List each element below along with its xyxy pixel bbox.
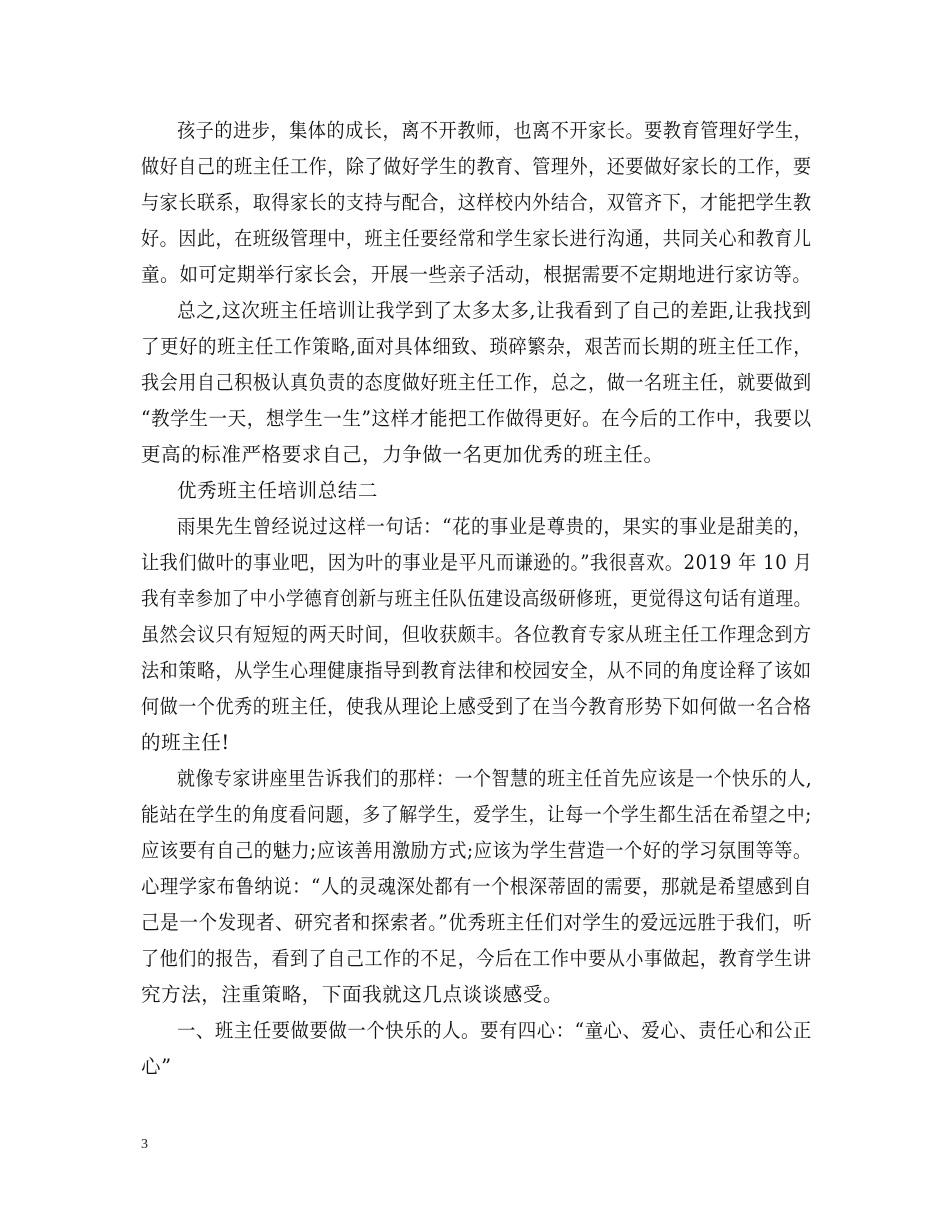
- text-line: 能站在学生的角度看问题，多了解学生，爱学生，让每一个学生都生活在希望之中;: [141, 803, 812, 826]
- text-line: 孩子的进步，集体的成长，离不开教师，也离不开家长。要教育管理好学生，: [177, 119, 813, 142]
- text-line: 我会用自己积极认真负责的态度做好班主任工作，总之，做一名班主任，就要做到: [141, 371, 812, 394]
- text-line: 让我们做叶的事业吧，因为叶的事业是平凡而谦逊的。”我很喜欢。2019 年 10 月: [141, 551, 813, 574]
- text-line: 应该要有自己的魅力;应该善用激励方式;应该为学生营造一个好的学习氛围等等。: [141, 839, 812, 862]
- text-line: 了更好的班主任工作策略,面对具体细致、琐碎繁杂，艰苦而长期的班主任工作，: [141, 335, 813, 358]
- text-line: 更高的标准严格要求自己，力争做一名更加优秀的班主任。: [141, 443, 664, 466]
- text-line: 何做一个优秀的班主任，使我从理论上感受到了在当今教育形势下如何做一名合格: [141, 695, 812, 718]
- text-line: 心”: [141, 1055, 172, 1078]
- text-line: 了他们的报告，看到了自己工作的不足，今后在工作中要从小事做起，教育学生讲: [141, 947, 812, 970]
- text-line: 究方法，注重策略，下面我就这几点谈谈感受。: [141, 983, 564, 1006]
- text-line: 好。因此，在班级管理中，班主任要经常和学生家长进行沟通，共同关心和教育儿: [141, 227, 812, 250]
- text-line: 与家长联系，取得家长的支持与配合，这样校内外结合，双管齐下，才能把学生教: [141, 191, 812, 214]
- text-line: 做好自己的班主任工作，除了做好学生的教育、管理外，还要做好家长的工作，要: [141, 155, 812, 178]
- text-line: 法和策略，从学生心理健康指导到教育法律和校园安全，从不同的角度诠释了该如: [141, 659, 812, 682]
- text-line: “教学生一天，想学生一生”这样才能把工作做得更好。在今后的工作中，我要以: [141, 407, 812, 430]
- section-heading: 优秀班主任培训总结二: [177, 479, 379, 502]
- text-line: 一、班主任要做要做一个快乐的人。要有四心：“童心、爱心、责任心和公正: [177, 1019, 812, 1042]
- page-number: 3: [141, 1137, 148, 1152]
- text-line: 己是一个发现者、研究者和探索者。”优秀班主任们对学生的爱远远胜于我们，听: [141, 911, 813, 934]
- text-line: 总之,这次班主任培训让我学到了太多太多,让我看到了自己的差距,让我找到: [177, 299, 812, 322]
- text-line: 虽然会议只有短短的两天时间，但收获颇丰。各位教育专家从班主任工作理念到方: [141, 623, 812, 646]
- text-line: 童。如可定期举行家长会，开展一些亲子活动，根据需要不定期地进行家访等。: [141, 263, 812, 286]
- text-line: 雨果先生曾经说过这样一句话：“花的事业是尊贵的，果实的事业是甜美的，: [177, 515, 812, 538]
- text-line: 就像专家讲座里告诉我们的那样：一个智慧的班主任首先应该是一个快乐的人,: [177, 767, 813, 790]
- text-line: 我有幸参加了中小学德育创新与班主任队伍建设高级研修班，更觉得这句话有道理。: [141, 587, 812, 610]
- text-line: 心理学家布鲁纳说：“人的灵魂深处都有一个根深蒂固的需要，那就是希望感到自: [141, 875, 813, 898]
- text-line: 的班主任!: [141, 731, 230, 754]
